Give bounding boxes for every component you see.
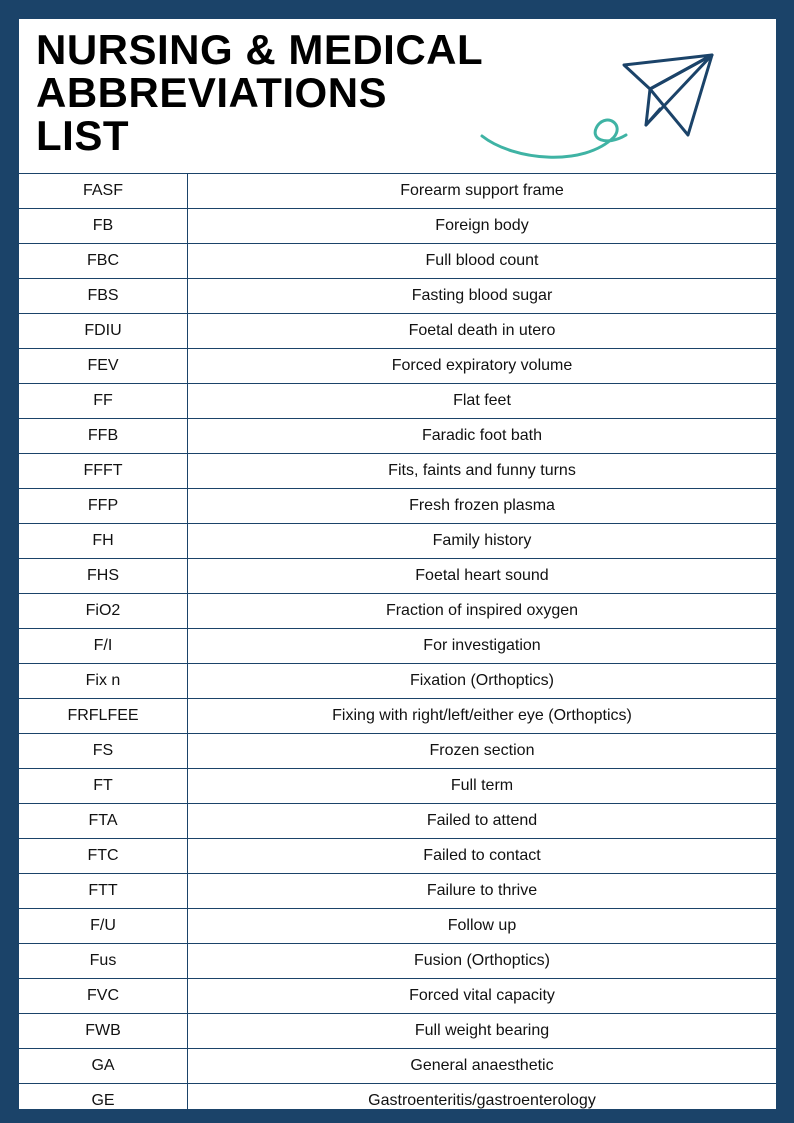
table-row: [19, 944, 776, 979]
table-row: [19, 839, 776, 874]
meaning-cell: Fits, faints and funny turns: [188, 454, 777, 489]
meaning-cell: Fraction of inspired oxygen: [188, 594, 777, 629]
meaning-cell: Flat feet: [188, 384, 777, 419]
meaning-cell: Fusion (Orthoptics): [188, 944, 777, 979]
meaning-cell: Foetal heart sound: [188, 559, 777, 594]
abbreviation-cell: FT: [19, 769, 188, 804]
page-title: [36, 28, 516, 157]
table-row: [19, 874, 776, 909]
table-row: [19, 629, 776, 664]
abbreviation-cell: FBS: [19, 279, 188, 314]
abbreviation-cell: FTA: [19, 804, 188, 839]
table-row: [19, 1049, 776, 1084]
abbreviation-cell: GA: [19, 1049, 188, 1084]
table-row: [19, 209, 776, 244]
abbreviation-cell: FHS: [19, 559, 188, 594]
abbreviation-cell: FFP: [19, 489, 188, 524]
meaning-cell: Follow up: [188, 909, 777, 944]
table-row: [19, 314, 776, 349]
table-row: [19, 979, 776, 1014]
meaning-cell: Foetal death in utero: [188, 314, 777, 349]
meaning-cell: Fixing with right/left/either eye (Orthoptics): [188, 699, 777, 734]
table-row: [19, 1084, 776, 1110]
table-row: [19, 384, 776, 419]
meaning-cell: General anaesthetic: [188, 1049, 777, 1084]
abbreviation-cell: F/I: [19, 629, 188, 664]
abbreviations-table: [19, 173, 776, 1109]
table-row: [19, 524, 776, 559]
meaning-cell: Family history: [188, 524, 777, 559]
table-row: [19, 909, 776, 944]
abbreviation-cell: FBC: [19, 244, 188, 279]
abbreviations-table-body: [19, 174, 776, 1110]
meaning-cell: Failed to contact: [188, 839, 777, 874]
table-row: [19, 244, 776, 279]
table-row: [19, 419, 776, 454]
table-row: [19, 559, 776, 594]
meaning-cell: Full weight bearing: [188, 1014, 777, 1049]
plane-body: [624, 55, 712, 135]
table-row: [19, 594, 776, 629]
title-line-1: NURSING & MEDICAL: [36, 26, 484, 73]
table-row: [19, 489, 776, 524]
meaning-cell: Gastroenteritis/gastroenterology: [188, 1084, 777, 1110]
meaning-cell: Fresh frozen plasma: [188, 489, 777, 524]
abbreviation-cell: FASF: [19, 174, 188, 209]
table-row: [19, 769, 776, 804]
abbreviation-cell: Fus: [19, 944, 188, 979]
paper-plane-icon: [474, 49, 724, 164]
meaning-cell: Full blood count: [188, 244, 777, 279]
abbreviation-cell: F/U: [19, 909, 188, 944]
meaning-cell: Fasting blood sugar: [188, 279, 777, 314]
document-page: [19, 19, 776, 1109]
table-row: [19, 699, 776, 734]
abbreviation-cell: FFB: [19, 419, 188, 454]
abbreviation-cell: FVC: [19, 979, 188, 1014]
meaning-cell: Frozen section: [188, 734, 777, 769]
abbreviation-cell: FTT: [19, 874, 188, 909]
table-row: [19, 454, 776, 489]
abbreviation-cell: FiO2: [19, 594, 188, 629]
abbreviation-cell: GE: [19, 1084, 188, 1110]
meaning-cell: For investigation: [188, 629, 777, 664]
table-row: [19, 1014, 776, 1049]
meaning-cell: Faradic foot bath: [188, 419, 777, 454]
meaning-cell: Forced expiratory volume: [188, 349, 777, 384]
abbreviation-cell: Fix n: [19, 664, 188, 699]
table-row: [19, 734, 776, 769]
table-row: [19, 279, 776, 314]
abbreviation-cell: FWB: [19, 1014, 188, 1049]
abbreviation-cell: FDIU: [19, 314, 188, 349]
meaning-cell: Full term: [188, 769, 777, 804]
table-row: [19, 664, 776, 699]
abbreviation-cell: FH: [19, 524, 188, 559]
abbreviation-cell: FFFT: [19, 454, 188, 489]
abbreviation-cell: FTC: [19, 839, 188, 874]
meaning-cell: Forced vital capacity: [188, 979, 777, 1014]
table-row: [19, 804, 776, 839]
abbreviation-cell: FF: [19, 384, 188, 419]
abbreviation-cell: FEV: [19, 349, 188, 384]
page-header: [19, 19, 776, 173]
table-row: [19, 349, 776, 384]
meaning-cell: Failed to attend: [188, 804, 777, 839]
abbreviation-cell: FRFLFEE: [19, 699, 188, 734]
abbreviation-cell: FS: [19, 734, 188, 769]
meaning-cell: Fixation (Orthoptics): [188, 664, 777, 699]
title-line-3: LIST: [36, 112, 129, 159]
title-line-2: ABBREVIATIONS: [36, 69, 388, 116]
abbreviation-cell: FB: [19, 209, 188, 244]
meaning-cell: Failure to thrive: [188, 874, 777, 909]
plane-trail: [482, 120, 626, 157]
table-row: [19, 174, 776, 209]
meaning-cell: Foreign body: [188, 209, 777, 244]
meaning-cell: Forearm support frame: [188, 174, 777, 209]
